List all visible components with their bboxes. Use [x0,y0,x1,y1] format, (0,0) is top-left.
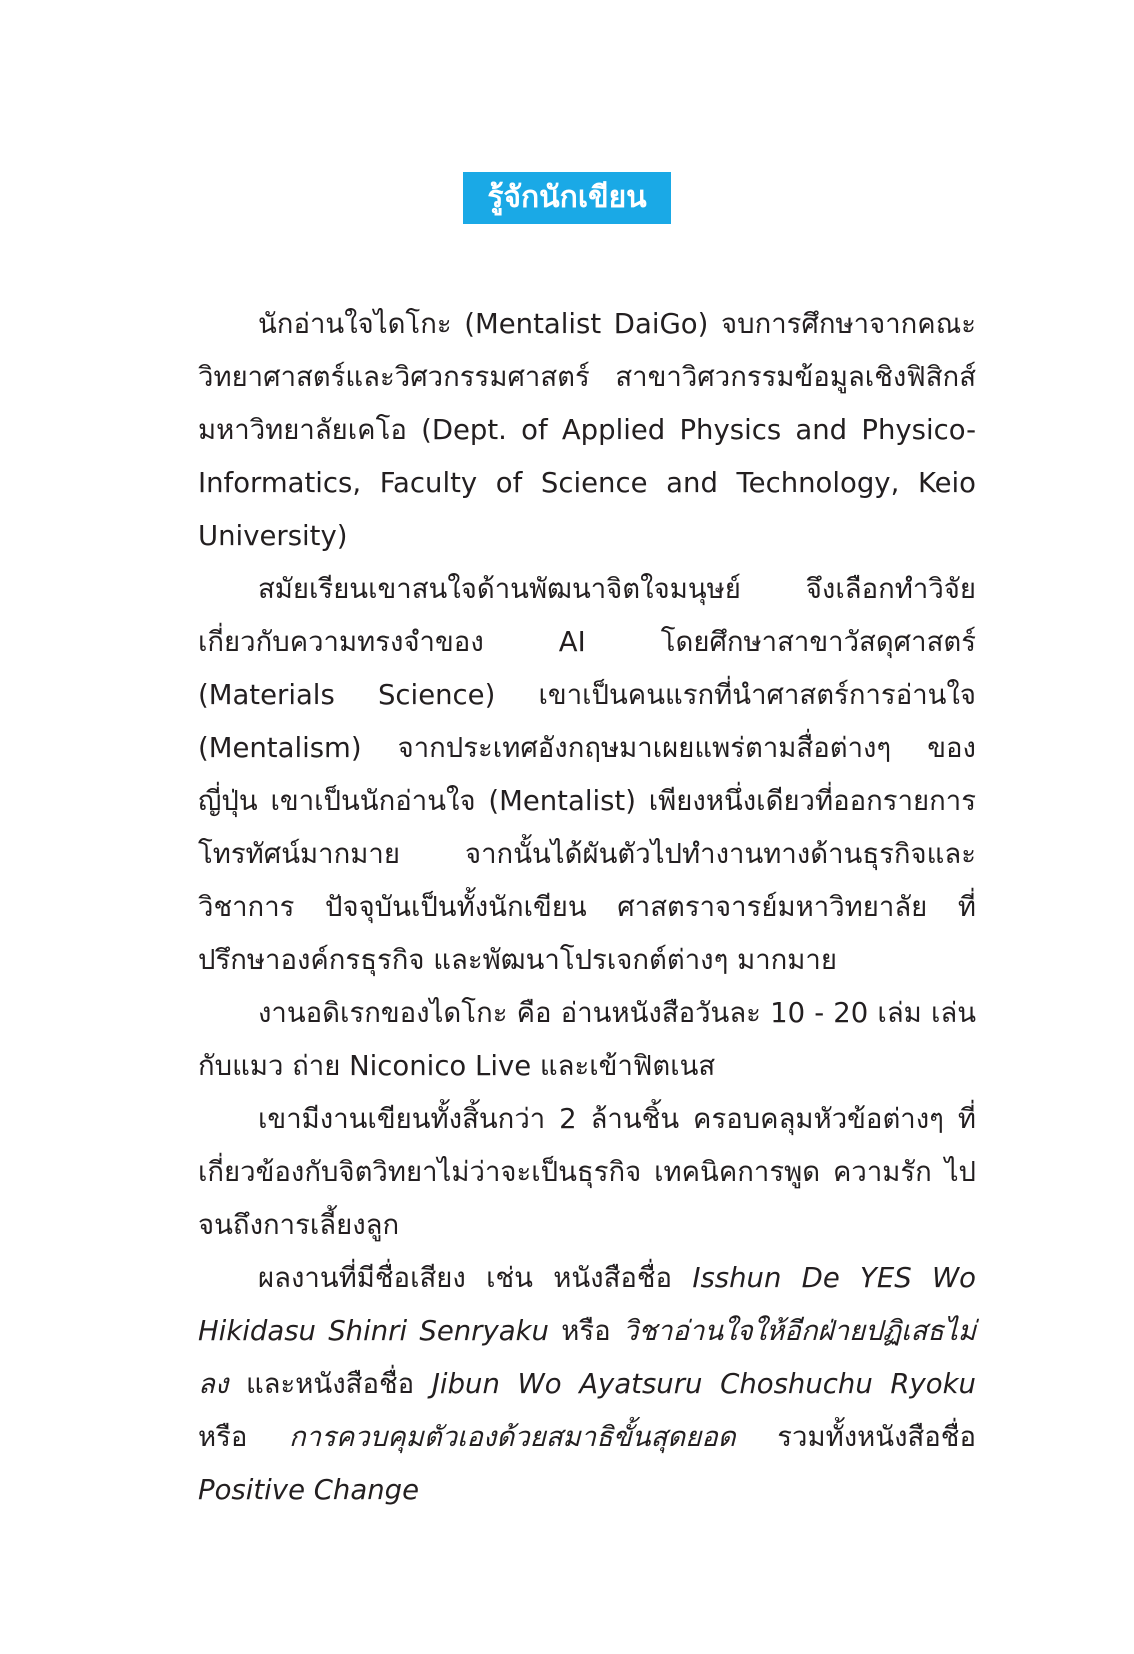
bio-paragraph-text: ผลงานที่มีชื่อเสียง เช่น หนังสือชื่อ [258,1262,693,1294]
bio-paragraph-text: งานอดิเรกของไดโกะ คือ อ่านหนังสือวันละ 10 - 20 เล่ม เล่นกับแมว ถ่าย Niconico Live และเข้าฟิตเนส [198,997,976,1082]
book-title: Jibun Wo Ayatsuru Choshuchu Ryoku [431,1368,976,1400]
bio-paragraph-4 [198,1093,976,1252]
title-area [0,172,1134,224]
bio-paragraph-2 [198,563,976,987]
bio-paragraph-5 [198,1252,976,1517]
book-title: Positive Change [198,1474,420,1506]
book-title-thai: การควบคุมตัวเองด้วยสมาธิขั้นสุดยอด [289,1421,736,1453]
bio-paragraph-text: สมัยเรียนเขาสนใจด้านพัฒนาจิตใจมนุษย์ จึงเลือกทำวิจัยเกี่ยวกับความทรงจำของ AI โดยศึกษาสาขาวัสดุศาสตร์ (Materials Science) เขาเป็นคนแรกที่นำศาสตร์การอ่านใจ (Mentalism) จากประเทศอังกฤษมาเผยแพร่ตามสื่อต่างๆ ของญี่ปุ่น เขาเป็นนักอ่านใจ (Mentalist) เพียงหนึ่งเดียวที่ออกรายการโทรทัศน์มากมาย จากนั้นได้ผันตัวไปทำงานทางด้านธุรกิจและวิชาการ ปัจจุบันเป็นทั้งนักเขียน ศาสตราจารย์มหาวิทยาลัย ที่ปรึกษาองค์กรธุรกิจ และพัฒนาโปรเจกต์ต่างๆ มากมาย [198,573,976,976]
bio-paragraph-text: นักอ่านใจไดโกะ (Mentalist DaiGo) จบการศึกษาจากคณะวิทยาศาสตร์และวิศวกรรมศาสตร์ สาขาวิศวกรรมข้อมูลเชิงฟิสิกส์ มหาวิทยาลัยเคโอ (Dept. of Applied Physics and Physico-Informatics, Faculty of Science and Technology, Keio University) [198,308,976,552]
bio-paragraph-1 [198,298,976,563]
book-title-thai: วิชาอ่านใจให้อีกฝ่ายปฏิเสธไม่ลง [198,1315,976,1400]
bio-paragraph-text: รวมทั้งหนังสือชื่อ [735,1421,976,1453]
bio-paragraph-text: เขามีงานเขียนทั้งสิ้นกว่า 2 ล้านชิ้น ครอบคลุมหัวข้อต่างๆ ที่เกี่ยวข้องกับจิตวิทยาไม่ว่าจะเป็นธุรกิจ เทคนิคการพูด ความรัก ไปจนถึงการเลี้ยงลูก [198,1103,976,1241]
page-title: รู้จักนักเขียน [463,172,670,224]
book-title: Isshun De YES Wo Hikidasu Shinri Senryaku [198,1262,976,1347]
bio-paragraph-3 [198,987,976,1093]
author-bio [198,298,976,1517]
bio-paragraph-text: หรือ [198,1421,290,1453]
bio-paragraph-text: หรือ [548,1315,623,1347]
bio-paragraph-text: และหนังสือชื่อ [228,1368,432,1400]
